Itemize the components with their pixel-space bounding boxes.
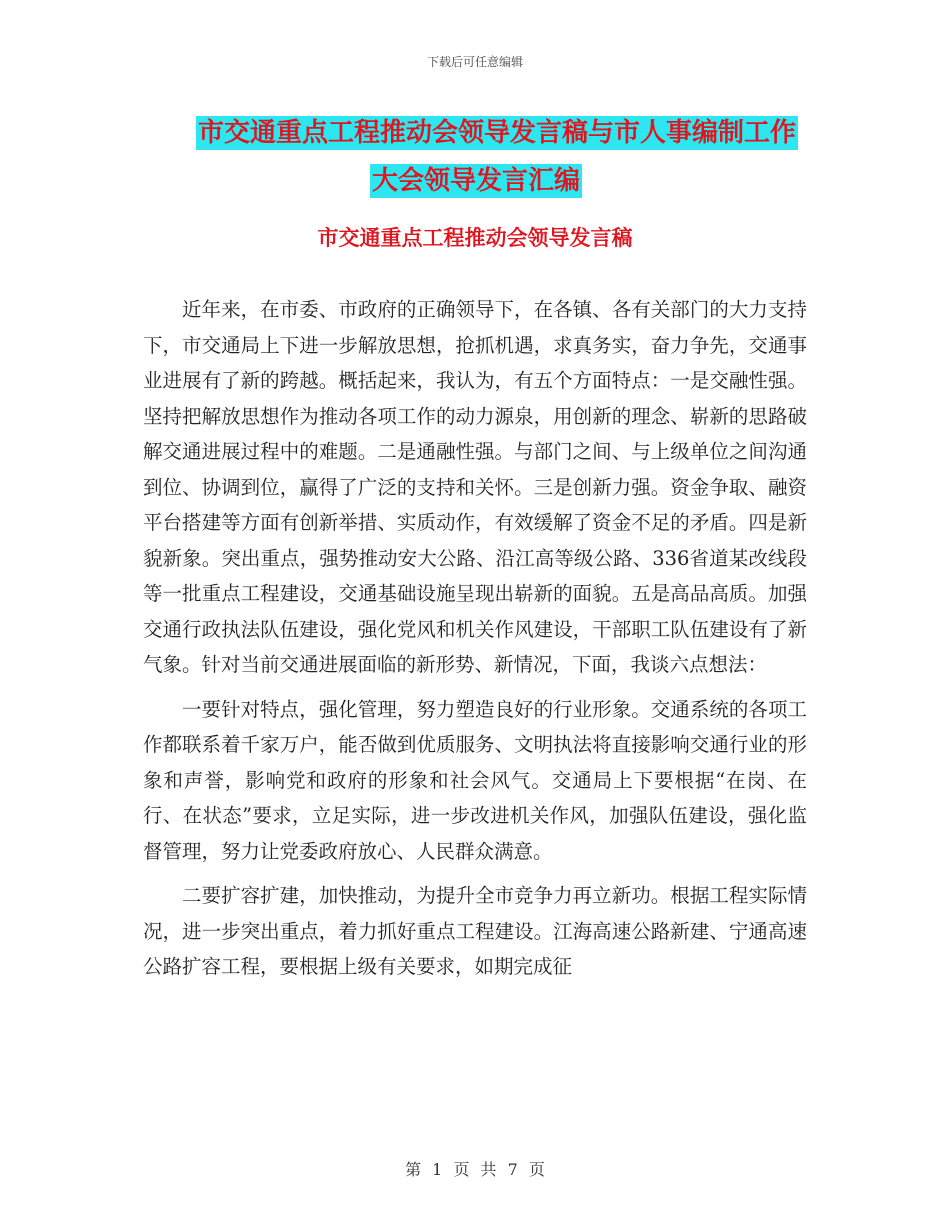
paragraph: 二要扩容扩建，加快推动，为提升全市竞争力再立新功。根据工程实际情况，进一步突出重点，着力抓好重点工程建设。江海高速公路新建、宁通高速公路扩容工程，要根据上级有关要求，如期完成征 [143,884,807,978]
section-title: 市交通重点工程推动会领导发言稿 [317,226,633,250]
paragraph: 一要针对特点，强化管理，努力塑造良好的行业形象。交通系统的各项工作都联系着千家万户，能否做到优质服务、文明执法将直接影响交通行业的形象和声誉，影响党和政府的形象和社会风气。交通局上下要根据“在岗、在行、在状态”要求，立足实际，进一步改进机关作风，加强队伍建设，强化监督管理，努力让党委政府放心、人民群众满意。 [143,697,807,863]
paragraph: 近年来，在市委、市政府的正确领导下，在各镇、各有关部门的大力支持下，市交通局上下进一步解放思想，抢抓机遇，求真务实，奋力争先，交通事业进展有了新的跨越。概括起来，我认为，有五个方面特点：一是交融性强。坚持把解放思想作为推动各项工作的动力源泉，用创新的理念、崭新的思路破解交通进展过程中的难题。二是通融性强。与部门之间、与上级单位之间沟通到位、协调到位，赢得了广泛的支持和关怀。三是创新力强。资金争取、融资平台搭建等方面有创新举措、实质动作，有效缓解了资金不足的矛盾。四是新貌新象。突出重点，强势推动安大公路、沿江高等级公路、336省道某改线段等一批重点工程建设，交通基础设施呈现出崭新的面貌。五是高品高质。加强交通行政执法队伍建设，强化党风和机关作风建设，干部职工队伍建设有了新气象。针对当前交通进展面临的新形势、新情况，下面，我谈六点想法： [143,298,807,676]
document-body [143,292,807,994]
title-line-1: 市交通重点工程推动会领导发言稿与市人事编制工作 [198,118,797,148]
page-header: 下载后可任意编辑 [426,55,523,69]
title-line-2: 大会领导发言汇编 [372,166,581,196]
page-footer: 第 1 页 共 7 页 [405,1160,545,1179]
